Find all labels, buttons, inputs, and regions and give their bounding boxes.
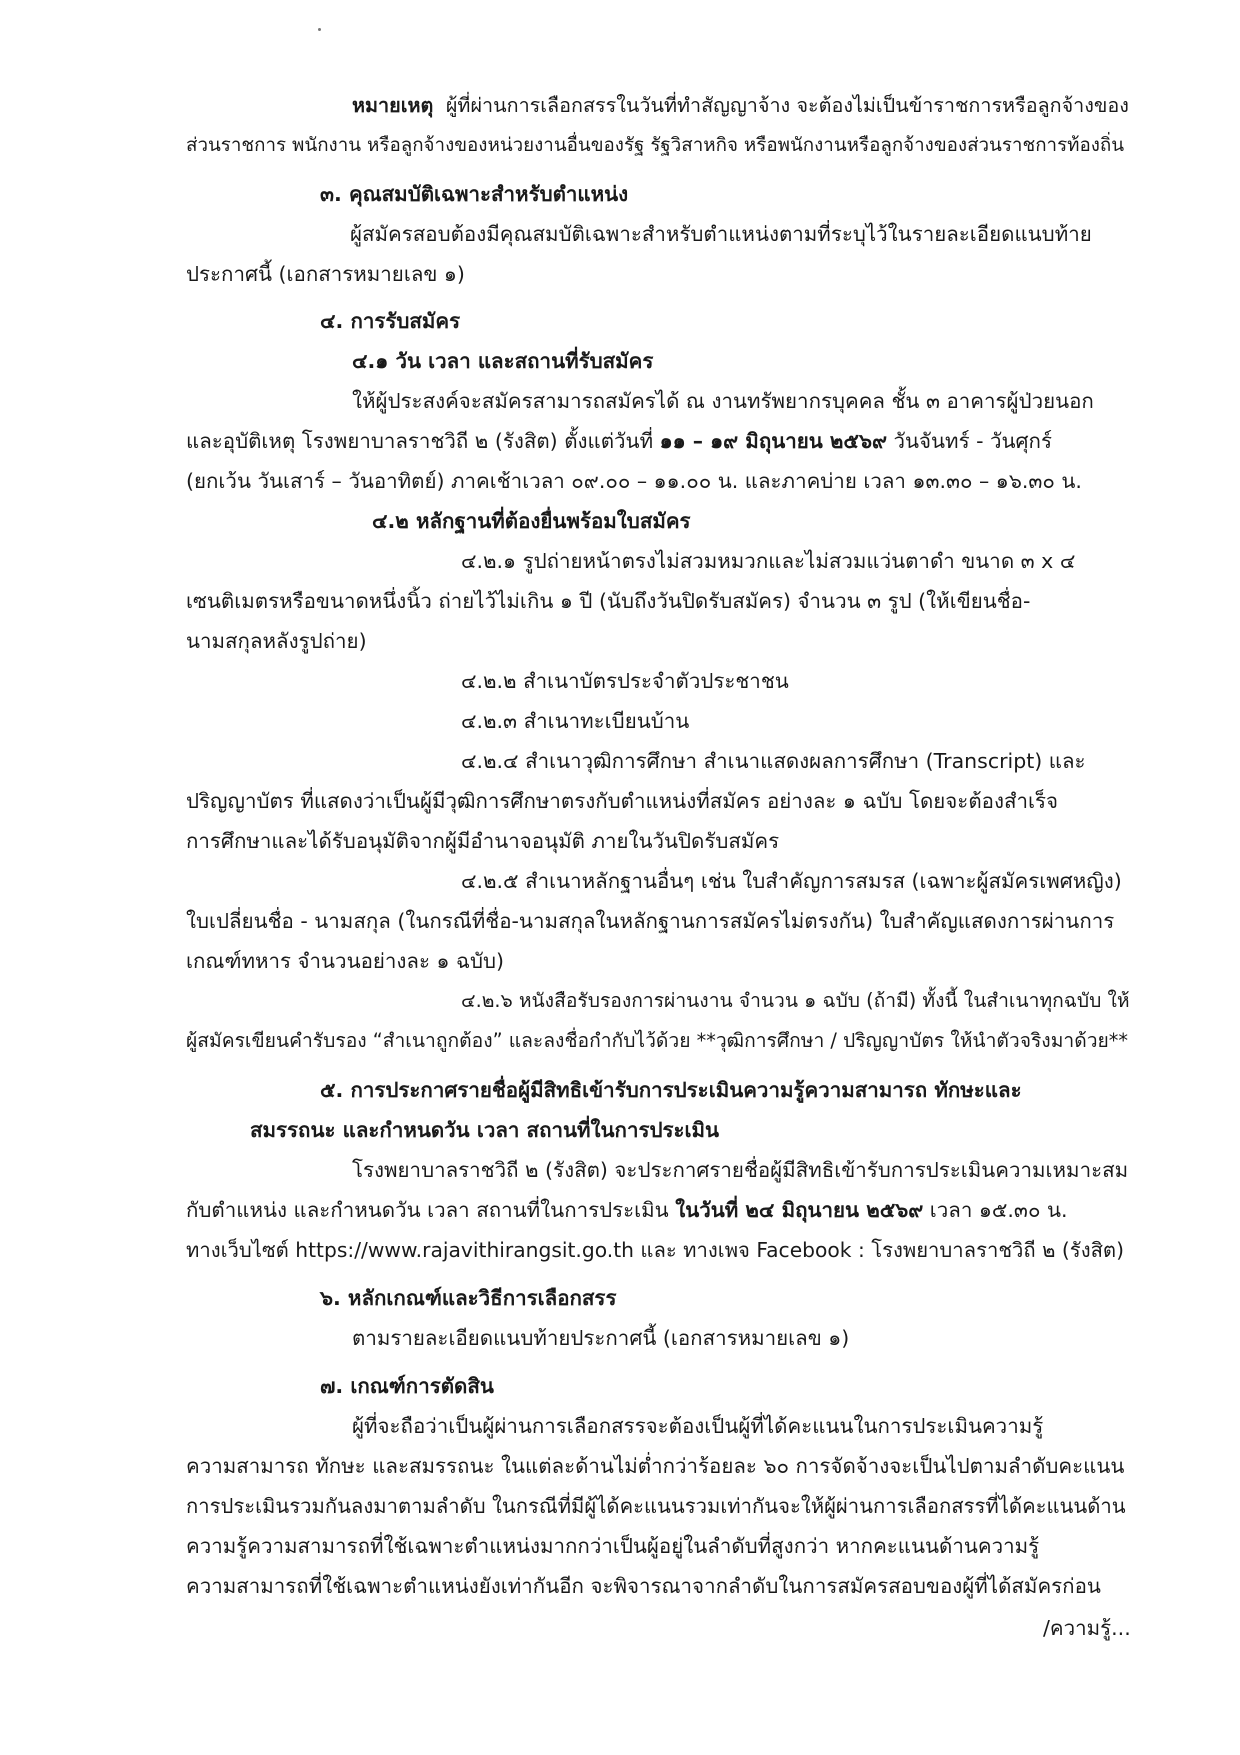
item-4-2-6-line-1: ๔.๒.๖ หนังสือรับรองการผ่านงาน จำนวน ๑ ฉบับ (ถ้ามี) ทั้งนี้ ในสำเนาทุกฉบับ ให้: [461, 989, 1130, 1012]
section-3-heading: ๓. คุณสมบัติเฉพาะสำหรับตำแหน่ง: [320, 182, 629, 206]
item-4-2-1-line-2: เซนติเมตรหรือขนาดหนึ่งนิ้ว ถ่ายไว้ไม่เกิน ๑ ปี (นับถึงวันปิดรับสมัคร) จำนวน ๓ รูป (ให้เขียนชื่อ-: [186, 589, 1031, 613]
section-7-line-2: ความสามารถ ทักษะ และสมรรถนะ ในแต่ละด้านไม่ต่ำกว่าร้อยละ ๖๐ การจัดจ้างจะเป็นไปตามลำดับคะแนน: [186, 1454, 1125, 1478]
section-3-line-1: ผู้สมัครสอบต้องมีคุณสมบัติเฉพาะสำหรับตำแหน่งตามที่ระบุไว้ในรายละเอียดแนบท้าย: [350, 222, 1092, 246]
section-7-line-3: การประเมินรวมกันลงมาตามลำดับ ในกรณีที่มีผู้ได้คะแนนรวมเท่ากันจะให้ผู้ผ่านการเลือกสรรที่ได้คะแนนด้าน: [186, 1494, 1126, 1518]
section-5-line-2-tail: เวลา ๑๕.๓๐ น.: [923, 1198, 1068, 1222]
note-text-1: ผู้ที่ผ่านการเลือกสรรในวันที่ทำสัญญาจ้าง จะต้องไม่เป็นข้าราชการหรือลูกจ้างของ: [445, 94, 1129, 117]
section-7-heading: ๗. เกณฑ์การตัดสิน: [320, 1374, 494, 1398]
scan-speck: [318, 28, 321, 31]
item-4-2-4-line-3: การศึกษาและได้รับอนุมัติจากผู้มีอำนาจอนุมัติ ภายในวันปิดรับสมัคร: [186, 829, 780, 853]
item-4-2-3: ๔.๒.๓ สำเนาทะเบียนบ้าน: [461, 709, 690, 733]
section-4-1-heading: ๔.๑ วัน เวลา และสถานที่รับสมัคร: [352, 349, 654, 373]
section-4-1-line-2-tail: วันจันทร์ - วันศุกร์: [886, 429, 1052, 453]
note-label: หมายเหตุ: [352, 94, 434, 117]
item-4-2-2: ๔.๒.๒ สำเนาบัตรประจำตัวประชาชน: [461, 669, 789, 693]
section-7-line-1: ผู้ที่จะถือว่าเป็นผู้ผ่านการเลือกสรรจะต้องเป็นผู้ที่ได้คะแนนในการประเมินความรู้: [352, 1414, 1044, 1438]
item-4-2-4-line-2: ปริญญาบัตร ที่แสดงว่าเป็นผู้มีวุฒิการศึกษาตรงกับตำแหน่งที่สมัคร อย่างละ ๑ ฉบับ โดยจะต้องสำเร็จ: [186, 789, 1059, 813]
section-6-heading: ๖. หลักเกณฑ์และวิธีการเลือกสรร: [320, 1286, 617, 1310]
section-3-line-2: ประกาศนี้ (เอกสารหมายเลข ๑): [186, 262, 465, 286]
item-4-2-4-line-1: ๔.๒.๔ สำเนาวุฒิการศึกษา สำเนาแสดงผลการศึกษา (Transcript) และ: [461, 749, 1086, 773]
item-4-2-5-line-1: ๔.๒.๕ สำเนาหลักฐานอื่นๆ เช่น ใบสำคัญการสมรส (เฉพาะผู้สมัครเพศหญิง): [461, 869, 1122, 893]
section-4-1-line-3: (ยกเว้น วันเสาร์ – วันอาทิตย์) ภาคเช้าเวลา ๐๙.๐๐ – ๑๑.๐๐ น. และภาคบ่าย เวลา ๑๓.๓๐ – ๑๖.๓๐ น.: [186, 469, 1082, 493]
item-4-2-1-line-3: นามสกุลหลังรูปถ่าย): [186, 629, 367, 653]
application-period: ๑๑ – ๑๙ มิถุนายน ๒๕๖๙: [659, 429, 887, 453]
item-4-2-5-line-2: ใบเปลี่ยนชื่อ - นามสกุล (ในกรณีที่ชื่อ-นามสกุลในหลักฐานการสมัครไม่ตรงกัน) ใบสำคัญแสดงการผ่านการ: [186, 909, 1115, 933]
item-4-2-6-line-2: ผู้สมัครเขียนคำรับรอง “สำเนาถูกต้อง” และลงชื่อกำกับไว้ด้วย **วุฒิการศึกษา / ปริญญาบัตร ให้นำตัวจริงมาด้วย**: [186, 1029, 1129, 1052]
section-5-heading-line-1: ๕. การประกาศรายชื่อผู้มีสิทธิเข้ารับการประเมินความรู้ความสามารถ ทักษะและ: [320, 1078, 1022, 1102]
section-5-heading-line-2: สมรรถนะ และกำหนดวัน เวลา สถานที่ในการประเมิน: [250, 1118, 720, 1142]
section-5-line-2-text: กับตำแหน่ง และกำหนดวัน เวลา สถานที่ในการประเมิน: [186, 1198, 676, 1222]
section-7-line-5: ความสามารถที่ใช้เฉพาะตำแหน่งยังเท่ากันอีก จะพิจารณาจากลำดับในการสมัครสอบของผู้ที่ได้สมัครก่อน: [186, 1574, 1101, 1598]
section-4-1-line-1: ให้ผู้ประสงค์จะสมัครสามารถสมัครได้ ณ งานทรัพยากรบุคคล ชั้น ๓ อาคารผู้ป่วยนอก: [352, 389, 1094, 413]
note-line-1: [352, 91, 1129, 121]
section-7-line-4: ความรู้ความสามารถที่ใช้เฉพาะตำแหน่งมากกว่าเป็นผู้อยู่ในลำดับที่สูงกว่า หากคะแนนด้านความรู้: [186, 1534, 1040, 1558]
section-4-1-line-2: [186, 426, 1052, 456]
page-continuation: /ความรู้...: [1043, 1616, 1131, 1640]
item-4-2-1-line-1: ๔.๒.๑ รูปถ่ายหน้าตรงไม่สวมหมวกและไม่สวมแว่นตาดำ ขนาด ๓ x ๔: [461, 549, 1076, 573]
section-4-2-heading: ๔.๒ หลักฐานที่ต้องยื่นพร้อมใบสมัคร: [372, 509, 691, 533]
section-5-line-3: ทางเว็บไซต์ https://www.rajavithirangsit.go.th และ ทางเพจ Facebook : โรงพยาบาลราชวิถี ๒ (รังสิต): [186, 1238, 1124, 1262]
section-4-heading: ๔. การรับสมัคร: [320, 309, 461, 333]
note-line-2: ส่วนราชการ พนักงาน หรือลูกจ้างของหน่วยงานอื่นของรัฐ รัฐวิสาหกิจ หรือพนักงานหรือลูกจ้างของส่วนราชการท้องถิ่น: [186, 135, 1125, 156]
section-5-line-1: โรงพยาบาลราชวิถี ๒ (รังสิต) จะประกาศรายชื่อผู้มีสิทธิเข้ารับการประเมินความเหมาะสม: [352, 1158, 1129, 1182]
section-4-1-line-2-text: และอุบัติเหตุ โรงพยาบาลราชวิถี ๒ (รังสิต) ตั้งแต่วันที่: [186, 429, 660, 453]
section-5-line-2: [186, 1195, 1068, 1225]
item-4-2-5-line-3: เกณฑ์ทหาร จำนวนอย่างละ ๑ ฉบับ): [186, 949, 505, 973]
announcement-date: ในวันที่ ๒๔ มิถุนายน ๒๕๖๙: [675, 1198, 924, 1222]
section-6-line-1: ตามรายละเอียดแนบท้ายประกาศนี้ (เอกสารหมายเลข ๑): [352, 1326, 850, 1350]
